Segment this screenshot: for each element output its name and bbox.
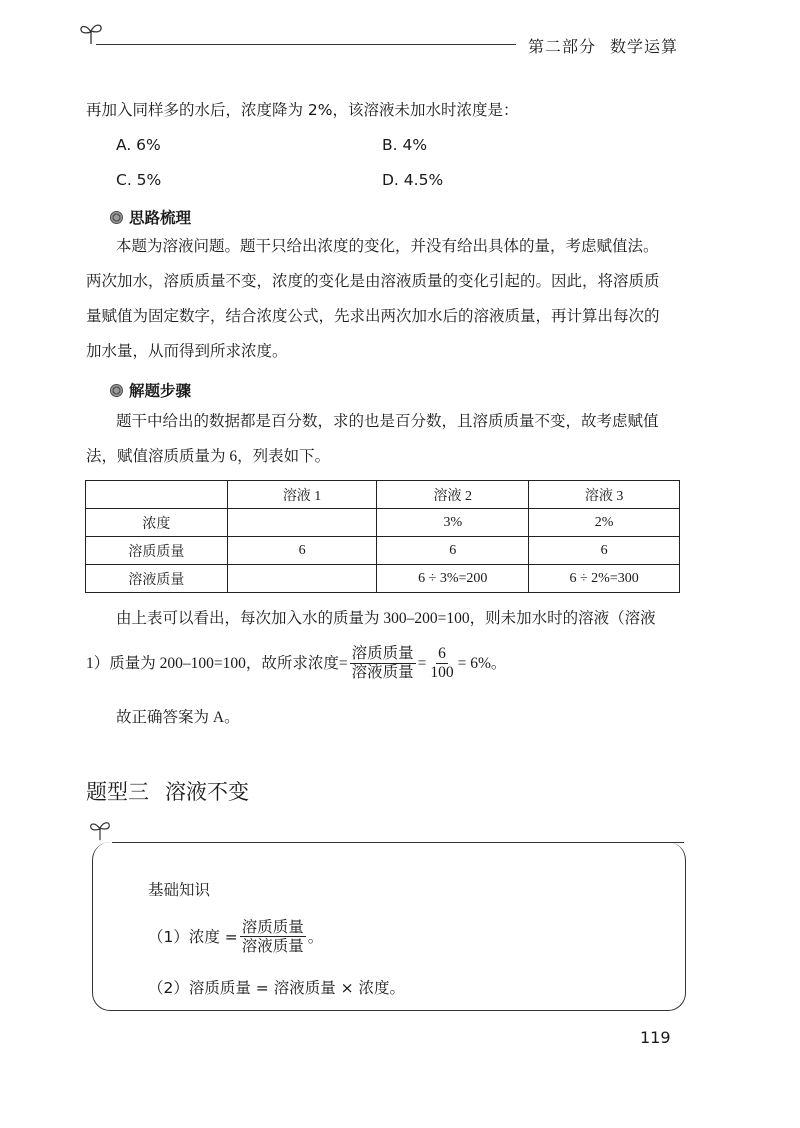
table-cell: 6 ÷ 2%=300: [529, 565, 680, 593]
analysis-heading: [110, 206, 191, 228]
table-cell: 2%: [529, 509, 680, 537]
type-heading: [86, 776, 249, 806]
header-part: 第二部分: [528, 37, 597, 56]
table-cell: 溶液质量: [86, 565, 228, 593]
conclusion-line2: [86, 645, 506, 682]
equals-sign: =: [417, 654, 427, 672]
steps-line: 题干中给出的数据都是百分数，求的也是百分数，且溶质质量不变，故考虑赋值: [116, 413, 659, 430]
analysis-line: 本题为溶液问题。题干只给出浓度的变化，并没有给出具体的量，考虑赋值法。: [116, 238, 659, 255]
sprout-icon: [88, 818, 112, 842]
header-title: 数学运算: [610, 37, 679, 56]
table-header-cell: 溶液 2: [377, 481, 529, 509]
option-a: A. 6%: [116, 136, 161, 154]
fraction-denominator: 溶液质量: [241, 937, 304, 955]
question-text: 再加入同样多的水后，浓度降为 2%，该溶液未加水时浓度是：: [86, 101, 519, 119]
formula-prefix: （1）浓度 =: [148, 927, 238, 946]
knowledge-formula-2: （2）溶质质量 = 溶液质量 × 浓度。: [148, 979, 406, 997]
knowledge-title: 基础知识: [148, 881, 211, 899]
header-rule: [96, 44, 516, 45]
fraction-denominator: 100: [430, 664, 454, 681]
option-d: D. 4.5%: [382, 171, 444, 189]
table-cell: 溶质质量: [86, 537, 228, 565]
table-cell: 6: [227, 537, 377, 565]
formula-suffix: 。: [307, 927, 324, 946]
table-header-row: [86, 481, 680, 509]
bullet-icon: [110, 211, 123, 224]
table-row: [86, 509, 680, 537]
running-header: [528, 34, 692, 57]
table-cell: 6 ÷ 3%=200: [377, 565, 529, 593]
type-title: 溶液不变: [165, 780, 249, 804]
conclusion-text: 1）质量为 200–100=100，故所求浓度=: [86, 654, 348, 672]
table-cell: 6: [377, 537, 529, 565]
fraction-numerator: 溶质质量: [351, 645, 414, 662]
fraction-numerator: 6: [438, 645, 446, 662]
analysis-line: 加水量，从而得到所求浓度。: [86, 343, 288, 360]
table-cell: [227, 565, 377, 593]
analysis-line: 量赋值为固定数字，结合浓度公式，先求出两次加水后的溶液质量，再计算出每次的: [86, 308, 660, 325]
answer-line: 故正确答案为 A。: [116, 709, 240, 726]
type-label: 题型三: [86, 780, 149, 804]
data-table: [85, 480, 680, 593]
knowledge-box-top-rule: [112, 842, 684, 843]
knowledge-formula-1: [148, 918, 323, 955]
page-number: 119: [640, 1028, 671, 1047]
concentration-fraction: [240, 918, 306, 955]
conclusion-line1: 由上表可以看出，每次加入水的质量为 300–200=100，则未加水时的溶液（溶液: [116, 610, 656, 627]
analysis-heading-label: 思路梳理: [129, 209, 192, 227]
steps-line: 法，赋值溶质质量为 6，列表如下。: [86, 448, 331, 465]
steps-heading-label: 解题步骤: [129, 382, 192, 400]
table-cell: 浓度: [86, 509, 228, 537]
table-cell: [227, 509, 377, 537]
sprout-icon: [78, 20, 104, 46]
conclusion-result: = 6%。: [457, 654, 507, 672]
concentration-fraction: [350, 645, 416, 682]
fraction-numerator: 溶质质量: [241, 918, 304, 936]
table-cell: 6: [529, 537, 680, 565]
table-row: [86, 537, 680, 565]
option-c: C. 5%: [116, 171, 162, 189]
steps-heading: [110, 379, 191, 401]
table-header-cell: [86, 481, 228, 509]
table-cell: 3%: [377, 509, 529, 537]
value-fraction: [428, 645, 455, 682]
analysis-line: 两次加水，溶质质量不变，浓度的变化是由溶液质量的变化引起的。因此，将溶质质: [86, 273, 660, 290]
table-header-cell: 溶液 3: [529, 481, 680, 509]
table-header-cell: 溶液 1: [227, 481, 377, 509]
table-row: [86, 565, 680, 593]
bullet-icon: [110, 384, 123, 397]
option-b: B. 4%: [382, 136, 428, 154]
fraction-denominator: 溶液质量: [351, 664, 414, 681]
